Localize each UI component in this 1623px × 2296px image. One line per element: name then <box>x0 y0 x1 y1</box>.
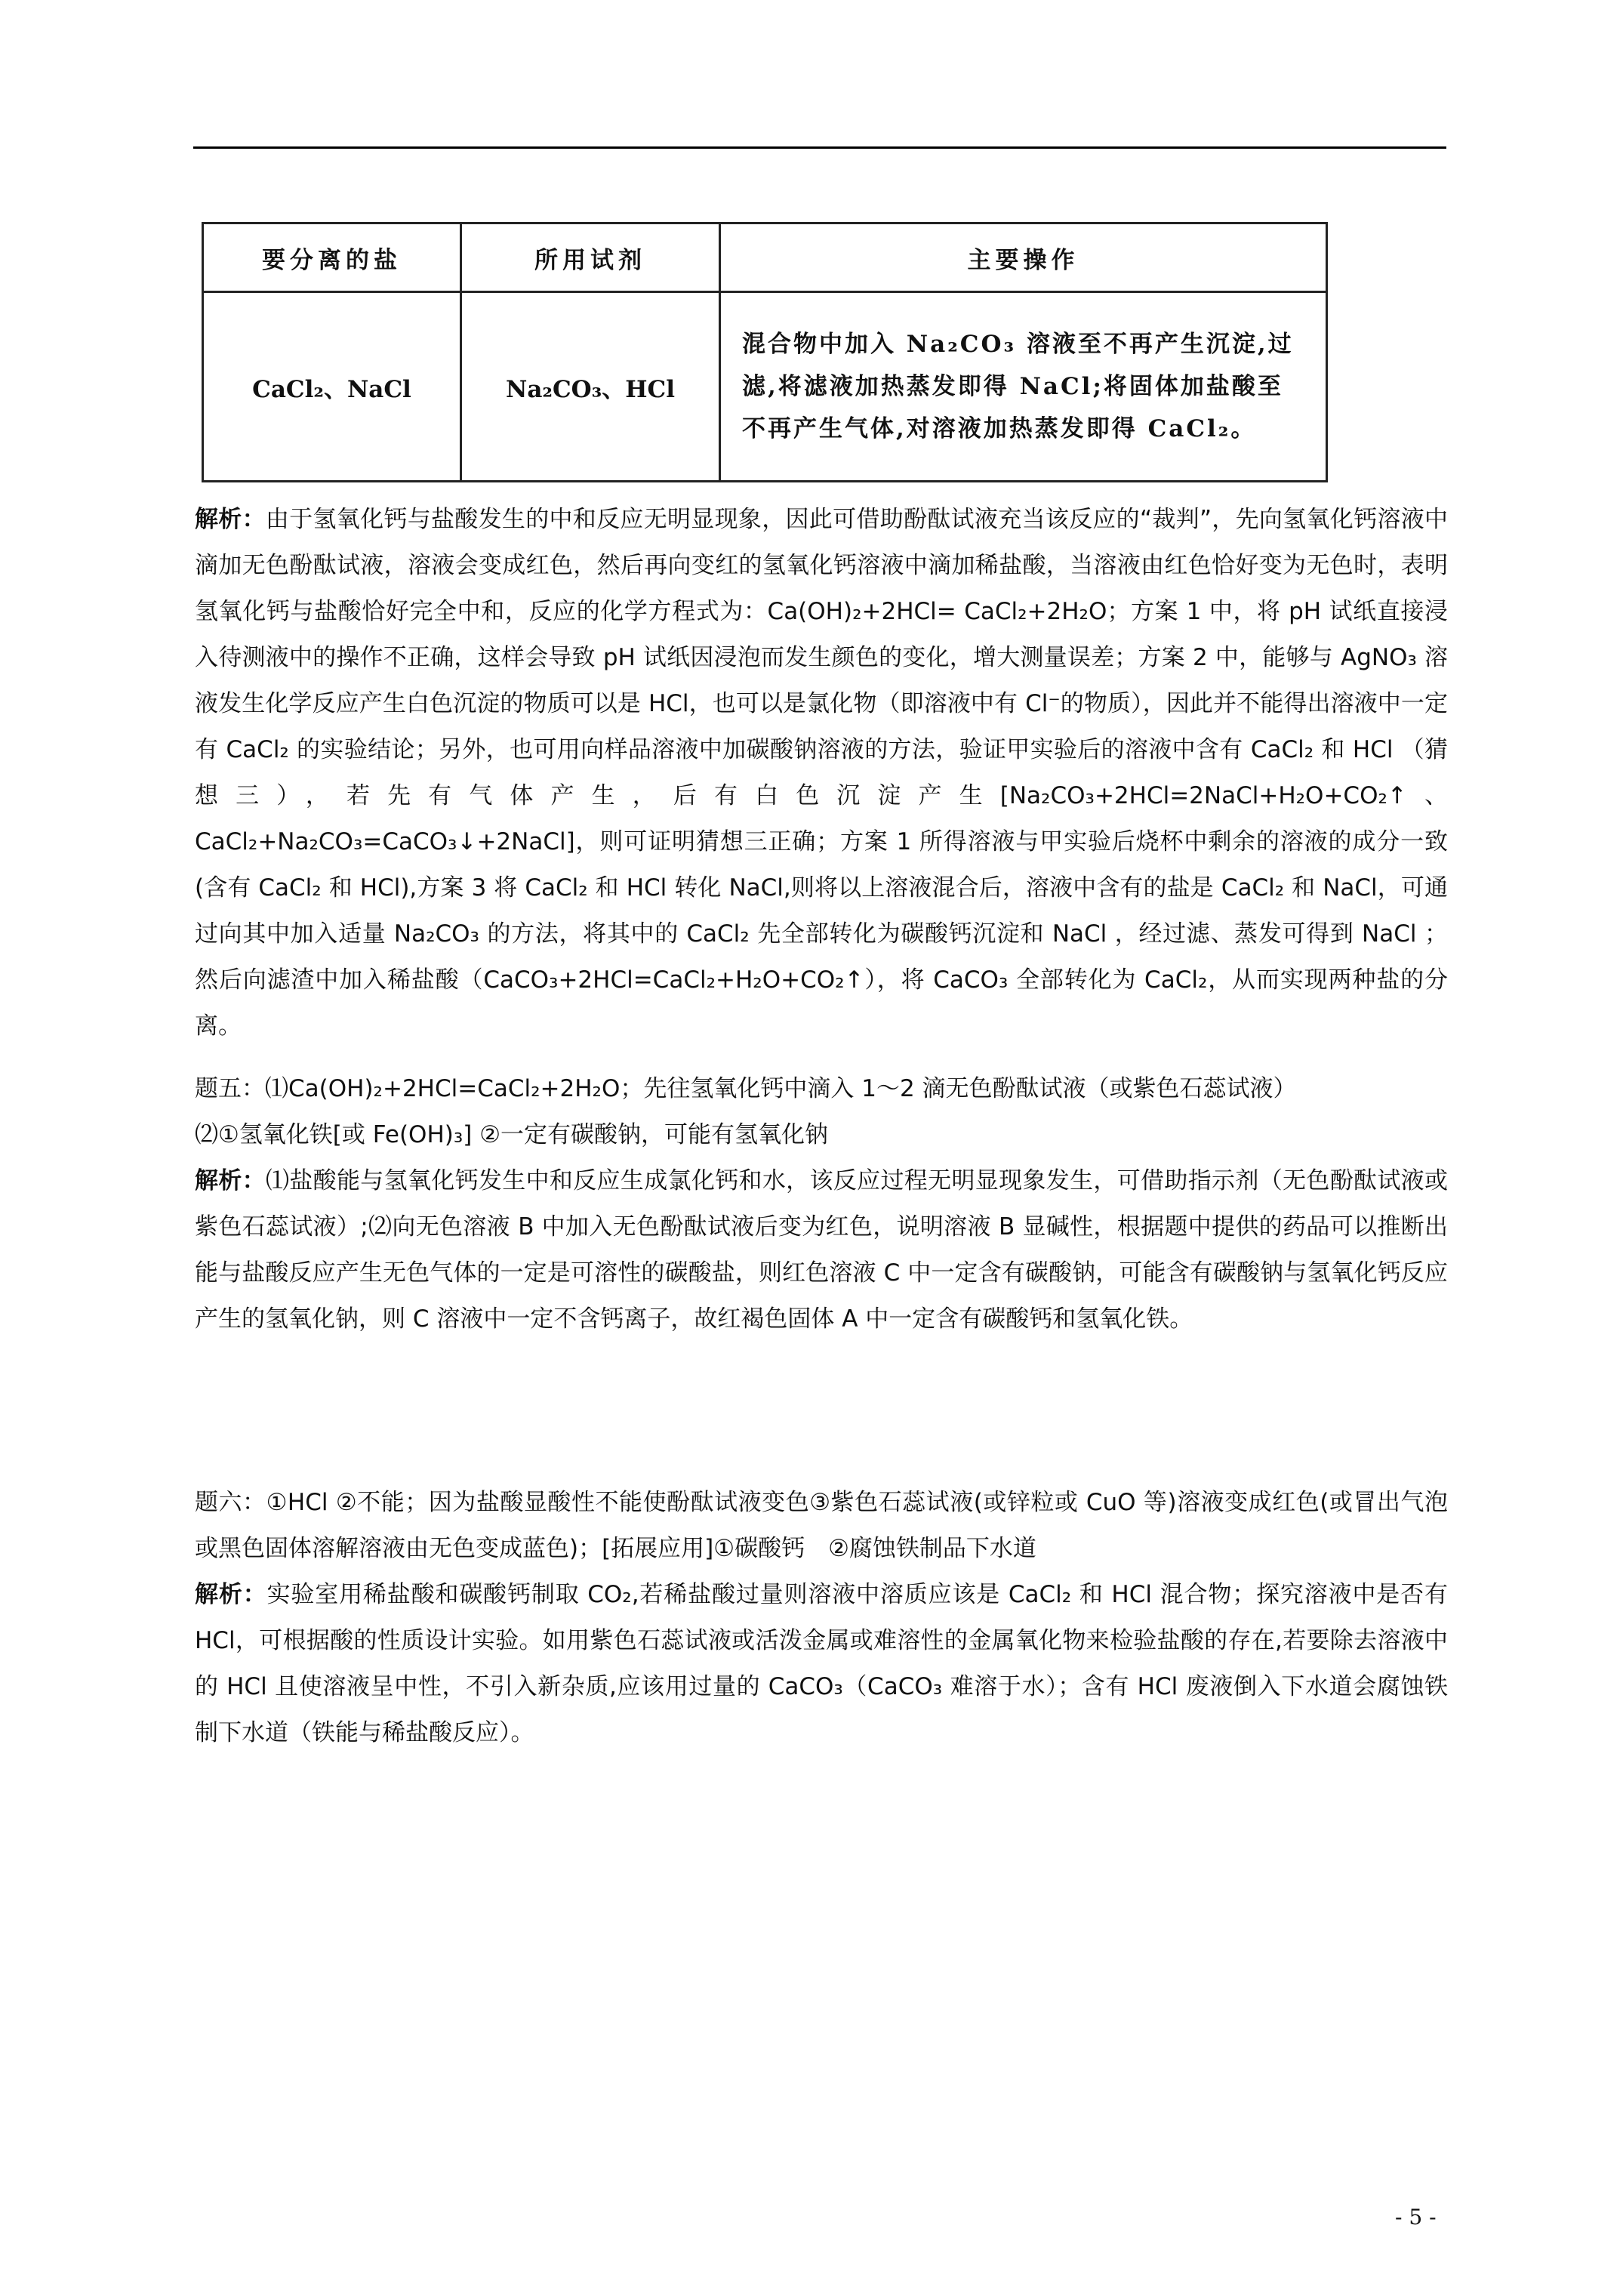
analysis-text: ⑴盐酸能与氢氧化钙发生中和反应生成氯化钙和水，该反应过程无明显现象发生，可借助指示剂（无色酚酞试液或紫色石蕊试液）;⑵向无色溶液 B 中加入无色酚酞试液后变为红色，说明溶液 B 显碱性，根据题中提供的药品可以推断出能与盐酸反应产生无色气体的一定是可溶性的碳酸盐，则红色溶液 C 中一定含有碳酸钠，可能含有碳酸钠与氢氧化钙反应产生的氢氧化钠，则 C 溶液中一定不含钙离子，故红褐色固体 A 中一定含有碳酸钙和氢氧化铁。 <box>195 1167 1448 1333</box>
table-cell-salt: CaCl₂、NaCl <box>203 292 461 482</box>
question-5-answer-line-2: ⑵①氢氧化铁[或 Fe(OH)₃] ②一定有碳酸钠，可能有氢氧化钠 <box>195 1121 829 1148</box>
table-header-reagent: 所用试剂 <box>461 223 720 292</box>
table-cell-operation: 混合物中加入 Na₂CO₃ 溶液至不再产生沉淀,过滤,将滤液加热蒸发即得 NaCl;将固体加盐酸至不再产生气体,对溶液加热蒸发即得 CaCl₂。 <box>720 292 1327 482</box>
table-header-row <box>203 223 1327 292</box>
salt-separation-table <box>202 222 1328 482</box>
question-6-answer: 题六：①HCl ②不能；因为盐酸显酸性不能使酚酞试液变色③紫色石蕊试液(或锌粒或 CuO 等)溶液变成红色(或冒出气泡或黑色固体溶解溶液由无色变成蓝色)；[拓展应用]①碳酸钙 ②腐蚀铁制品下水道 <box>195 1489 1448 1562</box>
table-header-salt: 要分离的盐 <box>203 223 461 292</box>
analysis-paragraph <box>195 497 1448 1049</box>
question-5-answer-line-1: 题五：⑴Ca(OH)₂+2HCl=CaCl₂+2H₂O；先往氢氧化钙中滴入 1～2 滴无色酚酞试液（或紫色石蕊试液） <box>195 1075 1297 1102</box>
analysis-paragraph <box>195 1572 1448 1756</box>
analysis-text: 由于氢氧化钙与盐酸发生的中和反应无明显现象，因此可借助酚酞试液充当该反应的“裁判”，先向氢氧化钙溶液中滴加无色酚酞试液，溶液会变成红色，然后再向变红的氢氧化钙溶液中滴加稀盐酸，当溶液由红色恰好变为无色时，表明氢氧化钙与盐酸恰好完全中和，反应的化学方程式为：Ca(OH)₂+2HCl= CaCl₂+2H₂O；方案 1 中，将 pH 试纸直接浸入待测液中的操作不正确，这样会导致 pH 试纸因浸泡而发生颜色的变化，增大测量误差；方案 2 中，能够与 AgNO₃ 溶液发生化学反应产生白色沉淀的物质可以是 HCl，也可以是氯化物（即溶液中有 Cl⁻的物质），因此并不能得出溶液中一定有 CaCl₂ 的实验结论；另外，也可用向样品溶液中加碳酸钠溶液的方法，验证甲实验后的溶液中含有 CaCl₂ 和 HCl （猜想三），若先有气体产生，后有白色沉淀产生[Na₂CO₃+2HCl=2NaCl+H₂O+CO₂↑、CaCl₂+Na₂CO₃=CaCO₃↓+2NaCl]，则可证明猜想三正确；方案 1 所得溶液与甲实验后烧杯中剩余的溶液的成分一致(含有 CaCl₂ 和 HCl),方案 3 将 CaCl₂ 和 HCl 转化 NaCl,则将以上溶液混合后，溶液中含有的盐是 CaCl₂ 和 NaCl，可通过向其中加入适量 Na₂CO₃ 的方法，将其中的 CaCl₂ 先全部转化为碳酸钙沉淀和 NaCl ，经过滤、蒸发可得到 NaCl ；然后向滤渣中加入稀盐酸（CaCO₃+2HCl=CaCl₂+H₂O+CO₂↑），将 CaCO₃ 全部转化为 CaCl₂，从而实现两种盐的分离。 <box>195 506 1448 1040</box>
question-5-block <box>195 1066 1448 1342</box>
table-row <box>203 292 1327 482</box>
table-cell-reagent: Na₂CO₃、HCl <box>461 292 720 482</box>
analysis-text: 实验室用稀盐酸和碳酸钙制取 CO₂,若稀盐酸过量则溶液中溶质应该是 CaCl₂ 和 HCl 混合物；探究溶液中是否有 HCl，可根据酸的性质设计实验。如用紫色石蕊试液或活泼金属或难溶性的金属氧化物来检验盐酸的存在,若要除去溶液中的 HCl 且使溶液呈中性，不引入新杂质,应该用过量的 CaCO₃（CaCO₃ 难溶于水）；含有 HCl 废液倒入下水道会腐蚀铁制下水道（铁能与稀盐酸反应）。 <box>195 1581 1448 1746</box>
analysis-label: 解析： <box>195 1581 267 1608</box>
question-6-block <box>195 1480 1448 1756</box>
page-number: - 5 - <box>1395 2205 1437 2230</box>
analysis-label: 解析： <box>195 1167 266 1194</box>
analysis-paragraph <box>195 1158 1448 1342</box>
analysis-block-1 <box>195 497 1448 1049</box>
analysis-label: 解析： <box>195 506 266 533</box>
table-header-operation: 主要操作 <box>720 223 1327 292</box>
header-rule <box>193 146 1446 149</box>
